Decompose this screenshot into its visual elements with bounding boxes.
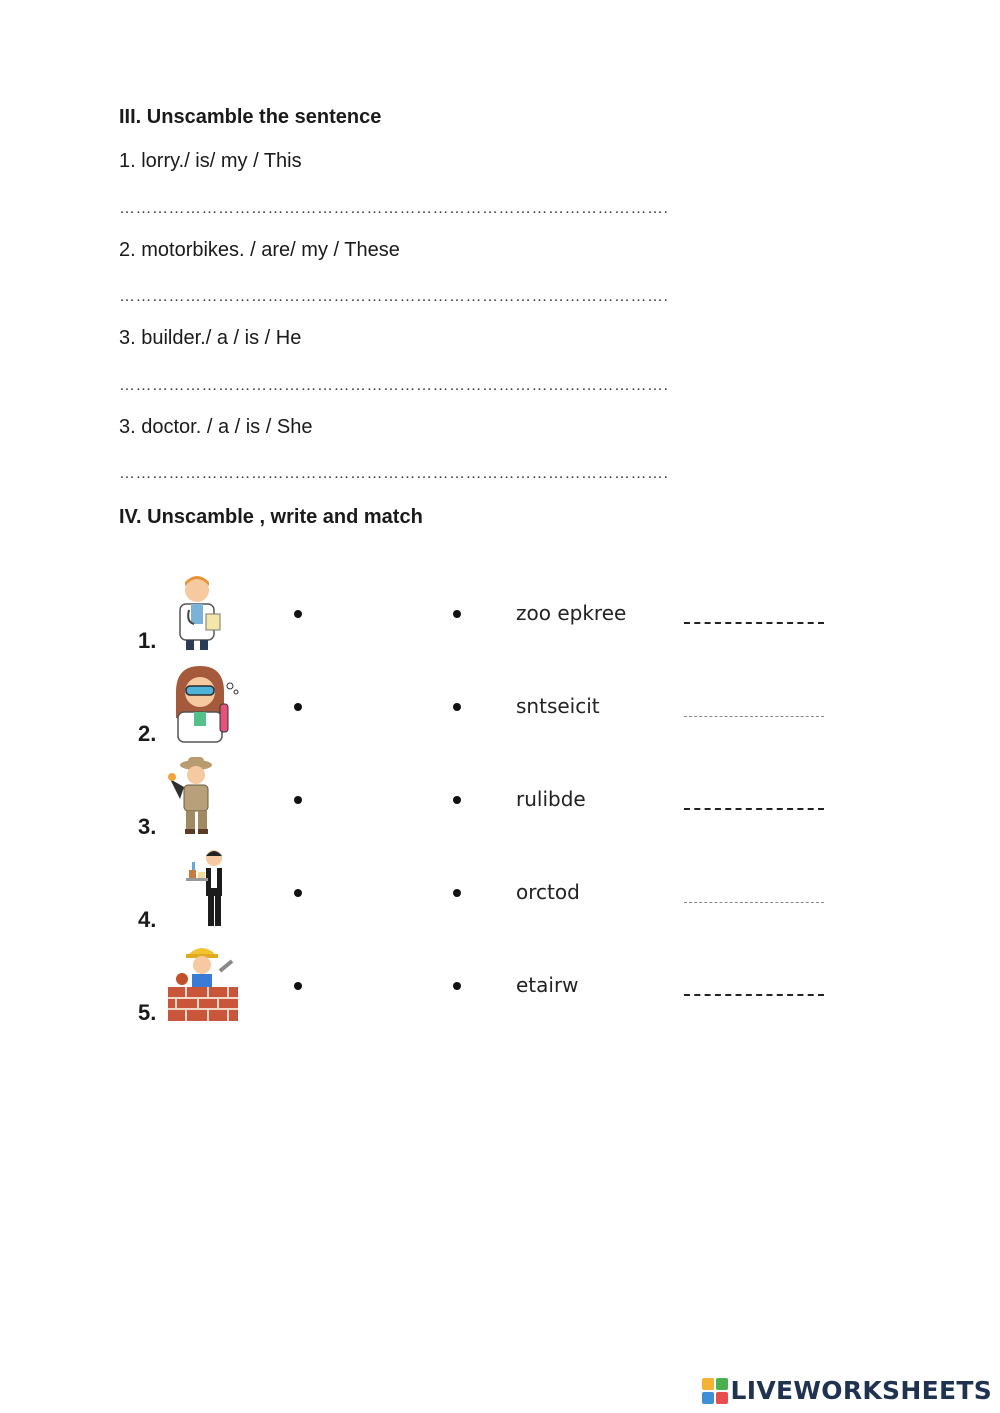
zookeeper-picture (162, 755, 246, 837)
right-dot-1[interactable] (453, 610, 461, 618)
row-3-number: 3. (138, 814, 157, 839)
logo-text: LIVEWORKSHEETS (730, 1376, 992, 1405)
left-dot-1[interactable] (294, 610, 302, 618)
answer-blank-5[interactable] (684, 994, 824, 996)
scrambled-word-4: orctod (516, 880, 580, 904)
row-2-number: 2. (138, 721, 157, 746)
answer-blank-1[interactable] (684, 622, 824, 624)
right-dot-3[interactable] (453, 796, 461, 804)
section-3-title: III. Unscamble the sentence (119, 106, 382, 128)
builder-picture (162, 941, 246, 1023)
answer-blank-4[interactable] (684, 902, 824, 903)
sentence-4: 3. doctor. / a / is / She (119, 416, 313, 438)
scientist-picture (162, 662, 246, 744)
row-1-number: 1. (138, 628, 157, 653)
answer-blank-2[interactable] (684, 716, 824, 717)
left-dot-3[interactable] (294, 796, 302, 804)
left-dot-5[interactable] (294, 982, 302, 990)
left-dot-2[interactable] (294, 703, 302, 711)
sentence-2: 2. motorbikes. / are/ my / These (119, 239, 400, 261)
sentence-3: 3. builder./ a / is / He (119, 327, 302, 349)
right-dot-5[interactable] (453, 982, 461, 990)
doctor-picture (162, 570, 246, 652)
left-dot-4[interactable] (294, 889, 302, 897)
row-4-number: 4. (138, 907, 157, 932)
answer-line-3[interactable]: ………………………………………………………………………………………. (119, 377, 669, 394)
scrambled-word-3: rulibde (516, 787, 586, 811)
liveworksheets-icon (702, 1378, 728, 1404)
answer-line-1[interactable]: ………………………………………………………………………………………. (119, 200, 669, 217)
answer-line-4[interactable]: ………………………………………………………………………………………. (119, 465, 669, 482)
waiter-picture (162, 848, 246, 930)
scrambled-word-2: sntseicit (516, 694, 600, 718)
answer-blank-3[interactable] (684, 808, 824, 810)
scrambled-word-1: zoo epkree (516, 601, 627, 625)
right-dot-4[interactable] (453, 889, 461, 897)
scrambled-word-5: etairw (516, 973, 579, 997)
row-5-number: 5. (138, 1000, 157, 1025)
sentence-1: 1. lorry./ is/ my / This (119, 150, 302, 172)
answer-line-2[interactable]: ………………………………………………………………………………………. (119, 288, 669, 305)
section-4-title: IV. Unscamble , write and match (119, 506, 423, 528)
right-dot-2[interactable] (453, 703, 461, 711)
liveworksheets-logo (702, 1376, 992, 1405)
